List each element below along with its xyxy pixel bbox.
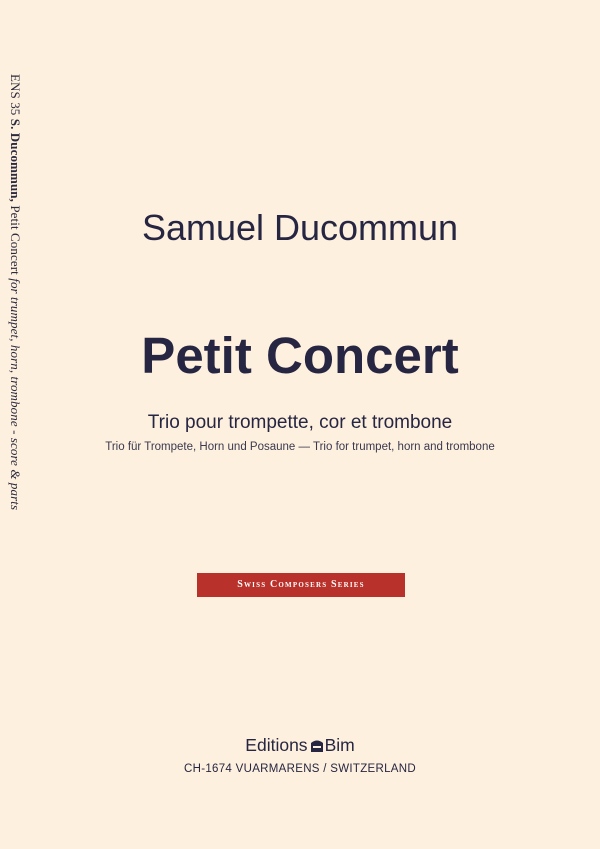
work-subtitle-translations: Trio für Trompete, Horn und Posaune — Trio for trumpet, horn and trombone [105, 441, 495, 453]
series-label: Swiss Composers Series [237, 579, 365, 590]
bim-logo-icon [310, 737, 324, 753]
composer-name: Samuel Ducommun [141, 207, 459, 248]
work-subtitle: Trio pour trompette, cor et trombone [147, 412, 453, 433]
spine-code: ENS 35 [8, 74, 23, 116]
publisher-name-part1: Editions [245, 735, 308, 755]
spine-format: - score & parts [8, 430, 23, 511]
publisher-name-part2: Bim [324, 735, 355, 755]
publisher-address: CH-1674 VUARMARENS / SWITZERLAND [184, 763, 416, 775]
spine-composer: S. Ducommun, [8, 118, 23, 202]
spine-title: Petit Concert [8, 205, 23, 275]
series-band [197, 573, 405, 597]
publisher-logo [0, 735, 600, 756]
spine-instrumentation: for trumpet, horn, trombone [8, 278, 23, 427]
work-title: Petit Concert [141, 327, 459, 384]
